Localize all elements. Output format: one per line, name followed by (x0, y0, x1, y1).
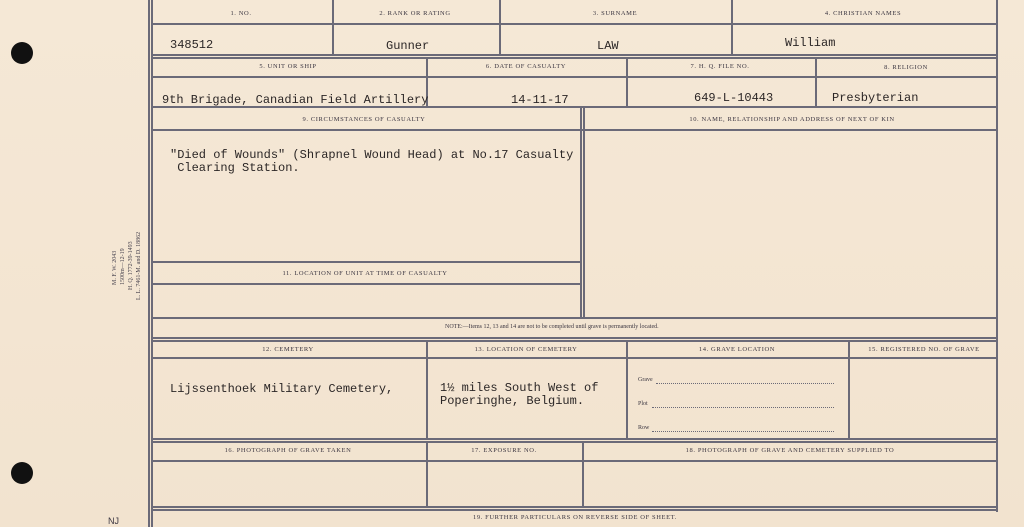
surname-value: LAW (597, 39, 619, 53)
label-date: 6. DATE OF CASUALTY (485, 63, 567, 70)
label-rank: 2. RANK OR RATING (379, 10, 451, 17)
label-registered-no: 15. REGISTERED NO. OF GRAVE (868, 346, 980, 353)
label-grave-location: 14. GRAVE LOCATION (698, 346, 776, 353)
label-surname: 3. SURNAME (592, 10, 638, 17)
plot-field-label: Plot (638, 401, 648, 407)
service-number: 348512 (170, 38, 214, 52)
label-photo-taken: 16. PHOTOGRAPH OF GRAVE TAKEN (224, 447, 352, 454)
rank-value: Gunner (386, 39, 430, 53)
hq-file-value: 649-L-10443 (694, 91, 774, 105)
punch-hole (11, 462, 33, 484)
christian-names-value: William (785, 36, 836, 50)
label-no: 1. NO. (230, 10, 252, 17)
label-location-unit: 11. LOCATION OF UNIT AT TIME OF CASUALTY (282, 270, 448, 277)
grave-field-label: Grave (638, 377, 653, 383)
punch-hole (11, 42, 33, 64)
label-cemetery: 12. CEMETERY (262, 346, 314, 353)
label-next-of-kin: 10. NAME, RELATIONSHIP AND ADDRESS OF NEXT OF KIN (689, 116, 895, 123)
corner-mark: NJ (108, 516, 119, 526)
label-photo-supplied: 18. PHOTOGRAPH OF GRAVE AND CEMETERY SUPPLIED TO (685, 447, 895, 454)
circumstances-value: "Died of Wounds" (Shrapnel Wound Head) at No.17 Casualty Clearing Station. (170, 148, 574, 175)
cemetery-value: Lijssenthoek Military Cemetery, (170, 382, 394, 396)
imprint-line-1: M. F. W. 2043 (112, 250, 118, 285)
label-circumstances: 9. CIRCUMSTANCES OF CASUALTY (302, 116, 426, 123)
label-christian-names: 4. CHRISTIAN NAMES (824, 10, 902, 17)
label-unit: 5. UNIT OR SHIP (259, 63, 317, 70)
row-field-label: Row (638, 425, 650, 431)
label-exposure: 17. EXPOSURE NO. (471, 447, 537, 454)
note-text: NOTE:—Items 12, 13 and 14 are not to be completed until grave is permanently located. (445, 324, 659, 330)
location-cemetery-value: 1½ miles South West of Poperinghe, Belgium. (440, 381, 599, 408)
label-hq-file: 7. H. Q. FILE NO. (690, 63, 750, 70)
imprint-line-4: L. L. 7461-M. and D. 18862 (136, 231, 142, 300)
label-location-cemetery: 13. LOCATION OF CEMETERY (474, 346, 578, 353)
date-value: 14-11-17 (511, 93, 569, 107)
imprint-line-3: H. Q. 1772-39-1493 (128, 241, 134, 290)
imprint-line-2: 1500m—12-19 (120, 248, 126, 285)
religion-value: Presbyterian (832, 91, 919, 105)
label-further-particulars: 19. FURTHER PARTICULARS ON REVERSE SIDE OF SHEET. (473, 514, 677, 521)
unit-value: 9th Brigade, Canadian Field Artillery (162, 93, 429, 107)
label-religion: 8. RELIGION (884, 64, 928, 71)
